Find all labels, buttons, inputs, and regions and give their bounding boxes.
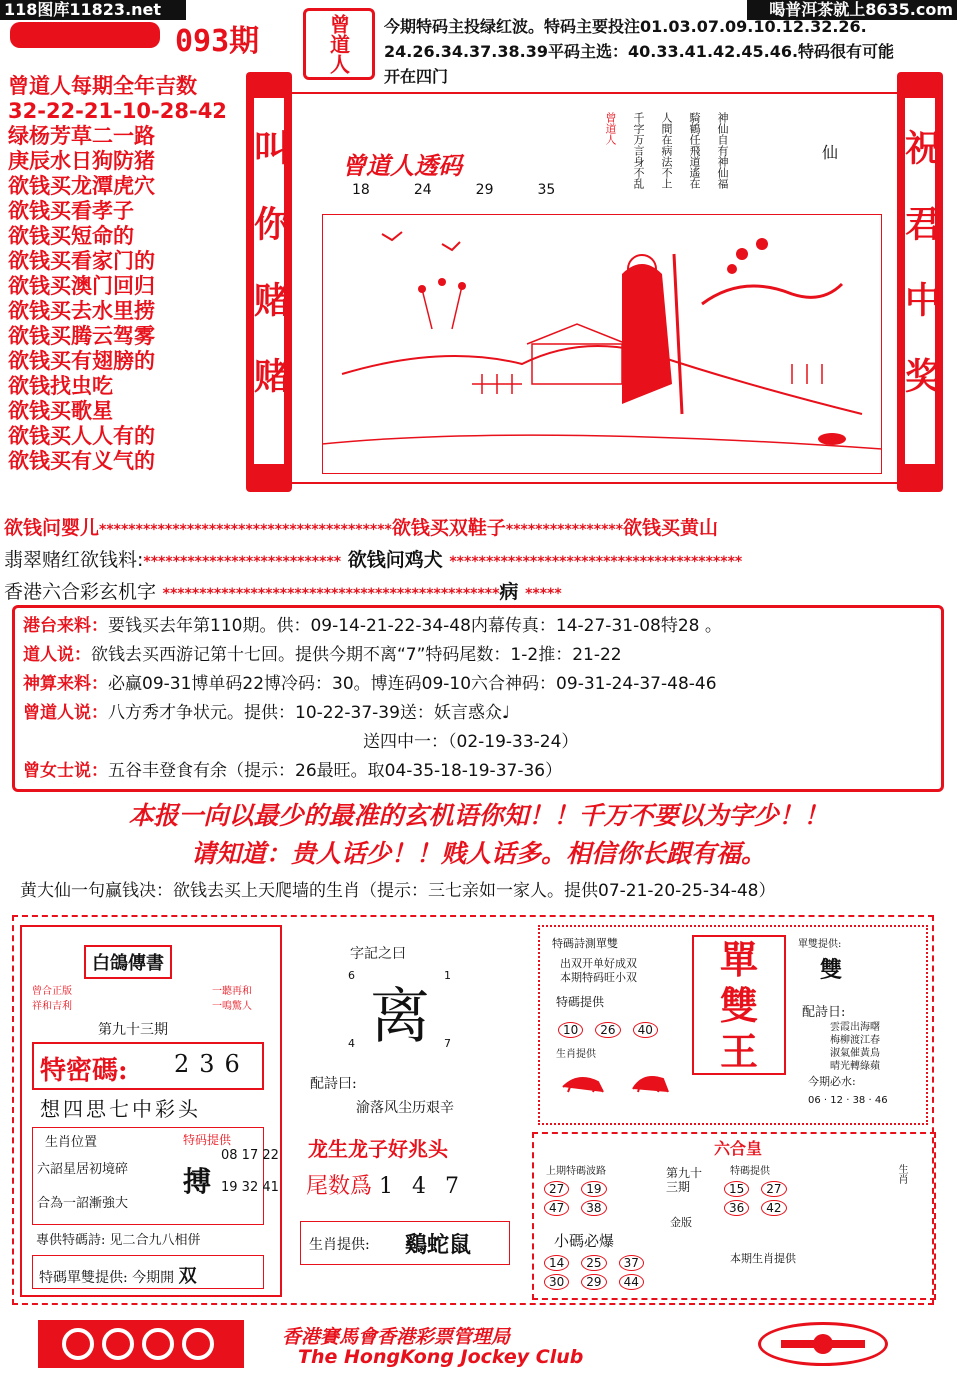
lhh-edition: 金版 bbox=[670, 1216, 692, 1229]
scroll-left-text: 叫你赌赌 bbox=[248, 129, 290, 433]
issue-number: 093期 bbox=[175, 24, 260, 59]
dragon-slogan: 龙生龙子好兆头 bbox=[308, 1137, 448, 1161]
char-poem: 渝落风尘历艰辛 bbox=[356, 1100, 454, 1116]
slogan-line-1: 本报一向以最少的最准的玄机语你知！！千万不要以为字少！！ bbox=[128, 801, 829, 830]
lhh-wave-nums: 27 19 47 38 bbox=[538, 1178, 648, 1216]
left-column-line: 欲钱买看孝子 bbox=[8, 199, 134, 223]
panel-pigeon bbox=[20, 925, 282, 1297]
footer-emblem-icon bbox=[758, 1322, 888, 1366]
left-column-line: 欲钱买去水里捞 bbox=[8, 299, 155, 323]
left-column-line: 欲钱买歌星 bbox=[8, 399, 113, 423]
left-column-line: 曾道人每期全年吉数 bbox=[8, 74, 197, 98]
lhh-tema-nums: 15 27 36 42 bbox=[718, 1178, 818, 1216]
seal-logo: 曾道人 bbox=[303, 8, 375, 80]
lhh-brand: 六合皇 bbox=[714, 1139, 763, 1158]
scroll-numbers: 18 24 29 35 bbox=[352, 182, 556, 198]
left-column-line: 欲钱买人人有的 bbox=[8, 424, 155, 448]
sd-title: 特碼詩測單雙 bbox=[552, 937, 618, 950]
char-num-2: 1 bbox=[444, 969, 451, 982]
lhh-zodiac-label: 本期生肖提供 bbox=[730, 1252, 796, 1265]
scroll-right-rod bbox=[897, 72, 943, 492]
scroll-right-text: 祝君中奖 bbox=[899, 129, 941, 433]
left-column-line: 欲钱买腾云驾雾 bbox=[8, 324, 155, 348]
sd-big-block: 單 雙 王 bbox=[692, 935, 786, 1075]
left-column-line: 欲钱买看家门的 bbox=[8, 249, 155, 273]
panel-character bbox=[290, 925, 520, 1297]
header-logo-badge bbox=[10, 22, 160, 48]
lhh-wave-label: 上期特碼波路 bbox=[546, 1166, 606, 1177]
tema-row: 特密碼: 236 bbox=[32, 1042, 264, 1090]
tema-line-2: 想四思七中彩头 bbox=[40, 1097, 201, 1121]
lhh-small-nums: 14 25 37 30 29 44 bbox=[538, 1252, 708, 1290]
left-column-line: 32-22-21-10-28-42 bbox=[8, 99, 227, 123]
sd-zodiac-label: 生肖提供 bbox=[556, 1049, 596, 1060]
sd-shuang-value: 雙 bbox=[820, 957, 843, 983]
sd-poem: 雲霞出海曙 梅柳渡江春 淑氣催黃鳥 晴光轉綠蘋 bbox=[830, 1022, 880, 1072]
left-column-line: 欲钱买澳门回归 bbox=[8, 274, 155, 298]
left-column-line: 欲钱买有翅膀的 bbox=[8, 349, 155, 373]
char-poem-label: 配詩曰: bbox=[310, 1076, 357, 1092]
lhh-issue: 第九十三期 bbox=[666, 1166, 703, 1194]
scroll-canvas bbox=[292, 92, 897, 484]
left-column-line: 绿杨芳草二一路 bbox=[8, 124, 155, 148]
char-num-1: 6 bbox=[348, 969, 355, 982]
panel-single-double bbox=[538, 925, 928, 1125]
zodiac-row: 生肖提供: 鷄蛇鼠 bbox=[300, 1221, 510, 1265]
left-column-line: 欲钱找虫吃 bbox=[8, 374, 113, 398]
sd-line-2: 本期特码旺小双 bbox=[560, 971, 637, 984]
shengxiao-box: 生肖位置 特码提供 六詔星居初境碎 合為一詔漸強大 搏 08 17 22 19 32 41 bbox=[32, 1127, 264, 1225]
site-right-banner: 喝普洱茶就上8635.com bbox=[747, 0, 957, 20]
huang-daxian-line: 黄大仙一句赢钱决：欲钱去买上天爬墙的生肖（提示：三七亲如一家人。提供07-21-20-25-34-48） bbox=[20, 881, 776, 901]
big-char: 离 bbox=[370, 982, 430, 1052]
pigeon-title: 白鴿傳書 bbox=[84, 945, 172, 979]
lhh-small-label: 小碼必爆 bbox=[554, 1232, 615, 1250]
left-tag: 曾合正版 祥和吉利 bbox=[32, 986, 72, 1012]
zodiac-animals-icon bbox=[558, 1067, 688, 1097]
info-box: 港台来料：要钱买去年第110期。供：09-14-21-22-34-48内幕传真：14-27-31-08特28 。 道人说：欲钱去买西游记第十七回。提供今期不离“7”特码尾数：1-2推：21-22 神算来料：必赢09-31博单码22博冷码：30。博连码09-10六合神码：09-31-24-37-48-46 曾道人说：八方秀才争状元。提供：10-22-37-39送：妖言惑众♩ 送四中一：（02-19-33-24） 曾女士说：五谷丰登食有余（提示：26最旺。取04-35-18-19-37-36） bbox=[12, 605, 944, 792]
scroll-poem: 神仙自有神仙福 騎鶴任飛道遙在 人間在病法不上 千字万言身不乱 曾道人 bbox=[604, 112, 729, 189]
scroll-title: 曾道人透码 bbox=[342, 151, 462, 180]
char-num-4: 7 bbox=[444, 1037, 451, 1050]
footer-logo-block bbox=[38, 1320, 244, 1368]
left-column-line: 欲钱买有义气的 bbox=[8, 449, 155, 473]
footer-org-cn: 香港賽馬會香港彩票管理局 bbox=[282, 1326, 511, 1348]
sd-poem-label: 配詩日: bbox=[802, 1005, 846, 1020]
tail-row: 尾数爲 1 4 7 bbox=[306, 1174, 465, 1199]
footer-org-en: The HongKong Jockey Club bbox=[298, 1346, 584, 1368]
lhh-tema-label: 特碼提供 bbox=[730, 1166, 770, 1177]
riddle-lines: 欲钱问婴儿****************************************欲钱买双鞋子****************欲钱买黄山 翡翠赌红欲钱料:*************************** 欲钱问鸡犬 **************************************** 香港六合彩玄机字 **********************************************病 ***** bbox=[4, 517, 743, 603]
slogan-line-2: 请知道：贵人话少！！贱人话多。相信你长跟有福。 bbox=[190, 839, 766, 868]
left-column-line: 欲钱买短命的 bbox=[8, 224, 134, 248]
scroll-left-rod bbox=[246, 72, 292, 492]
right-tag: 一聽再和 一鳴驚人 bbox=[212, 986, 252, 1012]
sd-nums: 10 26 40 bbox=[552, 1019, 664, 1038]
left-column-line: 欲钱买龙潭虎穴 bbox=[8, 174, 155, 198]
pigeon-issue: 第九十三期 bbox=[98, 1022, 168, 1038]
pigeon-poem: 專供特碼詩: 见二合九八相併 bbox=[36, 1233, 201, 1248]
site-left-banner: 118图库11823.net bbox=[0, 0, 186, 20]
char-num-3: 4 bbox=[348, 1037, 355, 1050]
sd-provide: 特碼提供 bbox=[556, 995, 605, 1009]
left-column-line: 庚辰水日狗防猪 bbox=[8, 149, 155, 173]
sd-xin-nums: 06 · 12 · 38 · 46 bbox=[808, 1095, 888, 1106]
sd-line-1: 出双开单好成双 bbox=[560, 957, 637, 970]
sd-shuang-label: 單雙提供: bbox=[798, 939, 842, 950]
left-column bbox=[4, 74, 227, 474]
char-title: 字記之曰 bbox=[350, 946, 406, 962]
lhh-side-label: 生肖 bbox=[896, 1164, 907, 1184]
scroll-immortal-char: 仙 bbox=[822, 143, 839, 162]
panel-liuhehuang bbox=[532, 1132, 936, 1300]
intro-text: 今期特码主投绿红波。特码主要投注01.03.07.09.10.12.32.26. 24.26.34.37.38.39平码主选：40.33.41.42.45.46.特码很有可能 开在四门 bbox=[384, 17, 895, 86]
sd-xin-label: 今期必水: bbox=[808, 1075, 856, 1088]
single-double-row: 特碼單雙提供: 今期開 双 bbox=[32, 1255, 264, 1289]
immortal-illustration bbox=[322, 214, 882, 474]
